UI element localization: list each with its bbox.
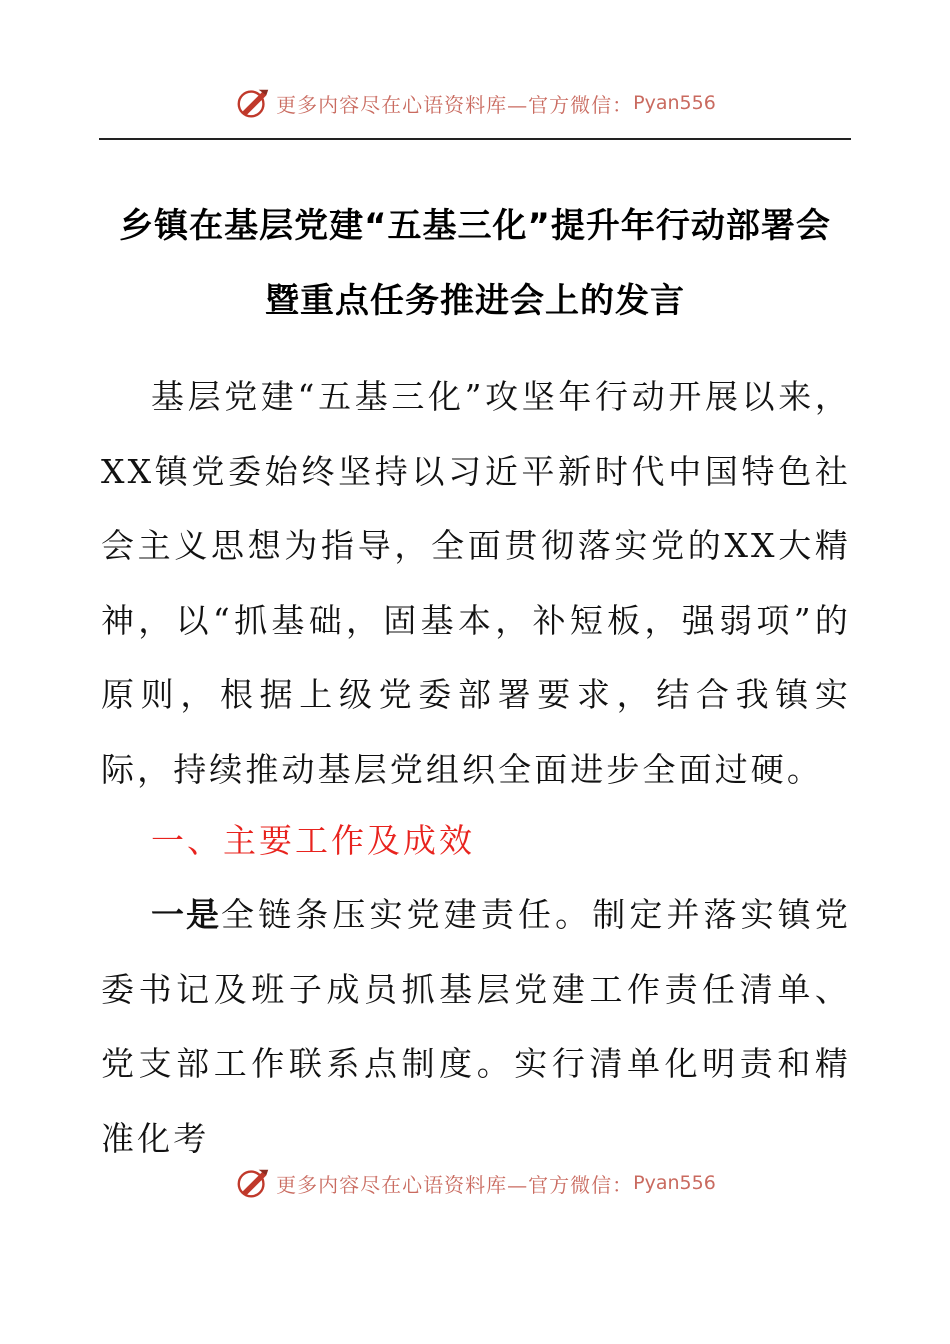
section-paragraph <box>101 878 851 1176</box>
watermark-text: 更多内容尽在心语资料库—官方微信： <box>276 1172 634 1197</box>
paragraph-lead: 一是 <box>151 895 222 934</box>
pen-logo-icon <box>234 84 272 122</box>
section-paragraph-block <box>101 878 851 1176</box>
watermark-text: 更多内容尽在心语资料库—官方微信： <box>276 92 634 117</box>
pen-logo-icon <box>234 1164 272 1202</box>
section-heading: 一、主要工作及成效 <box>151 821 475 860</box>
document-title-line1: 乡镇在基层党建“五基三化”提升年行动部署会 <box>119 206 831 246</box>
paragraph-text: 全链条压实党建责任。制定并落实镇党委书记及班子成员抓基层党建工作责任清单、党支部工作联系点制度。实行清单化明责和精准化考 <box>101 895 852 1158</box>
intro-paragraph-block <box>101 360 851 807</box>
watermark-code: Pyan556 <box>633 92 716 114</box>
watermark-code: Pyan556 <box>633 1172 716 1194</box>
header-divider <box>99 138 851 140</box>
header-watermark <box>0 78 950 128</box>
footer-watermark <box>0 1158 950 1208</box>
intro-paragraph: 基层党建“五基三化”攻坚年行动开展以来，XX镇党委始终坚持以习近平新时代中国特色社会主义思想为指导，全面贯彻落实党的XX大精神，以“抓基础，固基本，补短板，强弱项”的原则，根据上级党委部署要求，结合我镇实际，持续推动基层党组织全面进步全面过硬。 <box>101 377 851 789</box>
document-title-line2: 暨重点任务推进会上的发言 <box>265 281 685 321</box>
